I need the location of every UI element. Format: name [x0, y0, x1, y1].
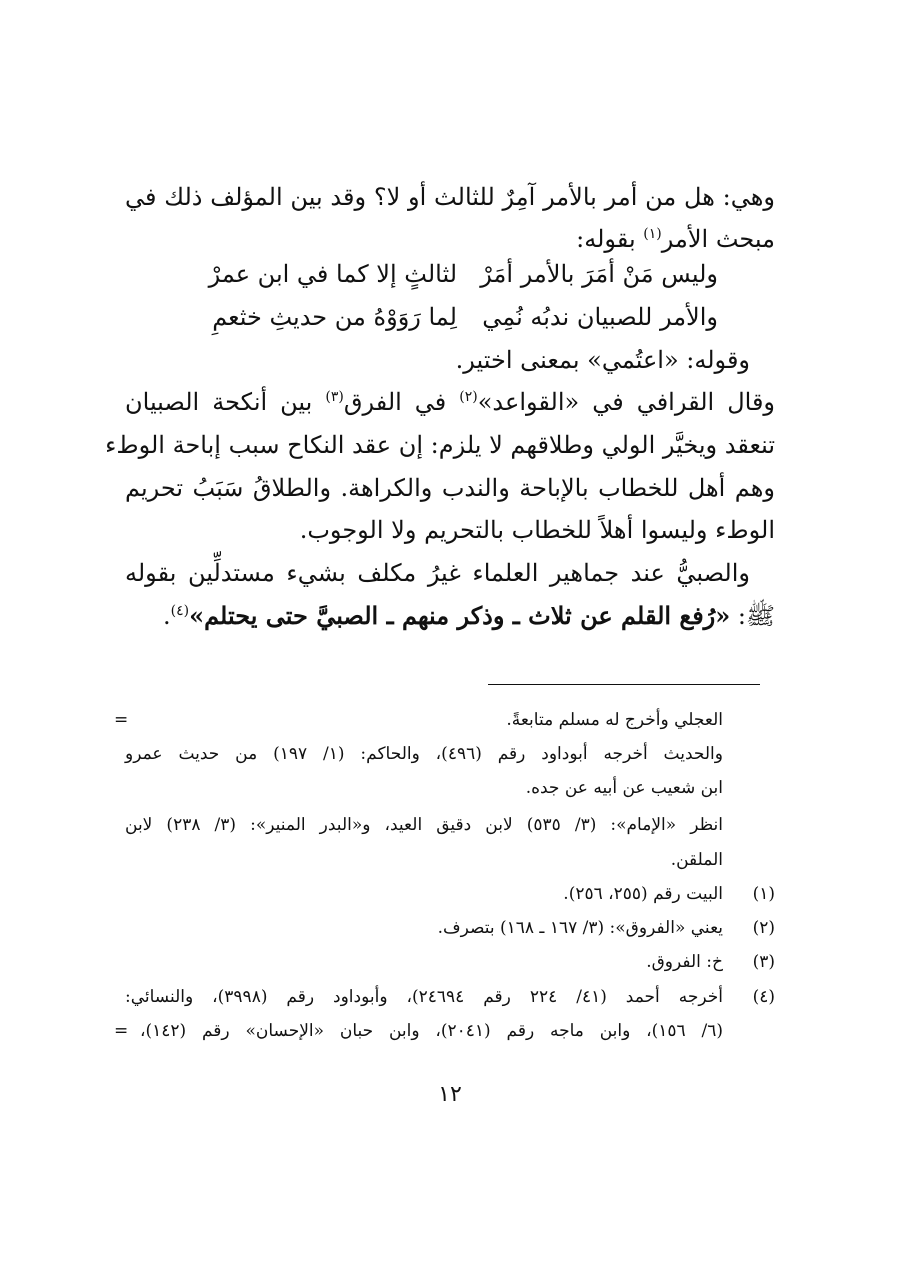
body-line-8: وهم أهل للخطاب بالإباحة والندب والكراهة. والطلاقُ سَبَبُ تحريم [125, 474, 775, 502]
footnote-cont-line-3: ابن شعيب عن أبيه عن جده. [525, 778, 723, 798]
footnote-cont-line-2: والحديث أخرجه أبوداود رقم (٤٩٦)، والحاكم: (١/ ١٩٧) من حديث عمرو [125, 744, 723, 764]
body-line-10: والصبيُّ عند جماهير العلماء غيرُ مكلف بشيء مستدلِّين بقوله [125, 559, 750, 587]
verse-1-hemistich-1: لثالثٍ إلا كما في ابن عمرْ [208, 260, 457, 288]
footnote-cont-line-4: انظر «الإمام»: (٣/ ٥٣٥) لابن دقيق العيد، و«البدر المنير»: (٣/ ٢٣٨) لابن [125, 815, 723, 835]
footnote-ref-3: (٣) [325, 389, 344, 405]
footnote-cont-line-5: الملقن. [670, 850, 723, 870]
body-line-6 [125, 388, 775, 416]
continuation-mark: = [114, 1021, 129, 1041]
hadith-quote: «رُفع القلم عن ثلاث ـ وذكر منهم ـ الصبيَّ حتى يحتلم» [189, 601, 731, 630]
footnote-ref-2: (٢) [459, 389, 478, 405]
body-text: ﷺ: [730, 602, 775, 630]
continuation-mark: = [114, 710, 129, 730]
body-line-2 [125, 225, 775, 253]
body-line-1: وهي: هل من أمر بالأمر آمِرٌ للثالث أو لا؟ وقد بين المؤلف ذلك في [125, 183, 775, 211]
footnote-4-number: (٤) [752, 987, 775, 1007]
body-text: مبحث الأمر [661, 225, 775, 253]
footnote-cont-line-1: العجلي وأخرج له مسلم متابعةً. [506, 710, 723, 730]
footnote-2-number: (٢) [752, 918, 775, 938]
body-line-5: وقوله: «اعتُمي» بمعنى اختير. [455, 346, 750, 374]
body-text: وقال القرافي في «القواعد» [477, 388, 776, 416]
body-text: بين أنكحة الصبيان [125, 388, 326, 416]
footnote-3-number: (٣) [752, 952, 775, 972]
footnote-3-text: خ: الفروق. [646, 952, 723, 972]
footnote-ref-4: (٤) [170, 603, 190, 619]
footnote-4-text-line-2: (٦/ ١٥٦)، وابن ماجه رقم (٢٠٤١)، وابن حبان «الإحسان» رقم (١٤٢)، [140, 1021, 724, 1041]
footnote-1-number: (١) [752, 884, 775, 904]
body-text: بقوله: [576, 225, 644, 253]
page-number: ١٢ [438, 1082, 462, 1107]
footnote-ref-1: (١) [643, 226, 662, 242]
verse-2-hemistich-2: والأمر للصبيان ندبُه نُمِي [482, 303, 718, 331]
body-line-11 [125, 601, 775, 636]
verse-2-hemistich-1: لِما رَوَوْهُ من حديثِ خثعمِ [212, 303, 457, 331]
body-line-9: الوطء وليسوا أهلاً للخطاب بالتحريم ولا الوجوب. [299, 516, 775, 544]
verse-1-hemistich-2: وليس مَنْ أمَرَ بالأمر أمَرْ [480, 260, 718, 288]
footnote-2-text: يعني «الفروق»: (٣/ ١٦٧ ـ ١٦٨) بتصرف. [437, 918, 723, 938]
body-text: في الفرق [343, 388, 460, 416]
body-text: . [162, 602, 171, 630]
body-line-7: تنعقد ويخيَّر الولي وطلاقهم لا يلزم: إن عقد النكاح سبب إباحة الوطء [105, 431, 775, 459]
footnote-separator [488, 684, 760, 685]
footnote-1-text: البيت رقم (٢٥٥، ٢٥٦). [563, 884, 723, 904]
footnote-4-text-line-1: أخرجه أحمد (٤١/ ٢٢٤ رقم ٢٤٦٩٤)، وأبوداود رقم (٣٩٩٨)، والنسائي: [125, 987, 723, 1007]
